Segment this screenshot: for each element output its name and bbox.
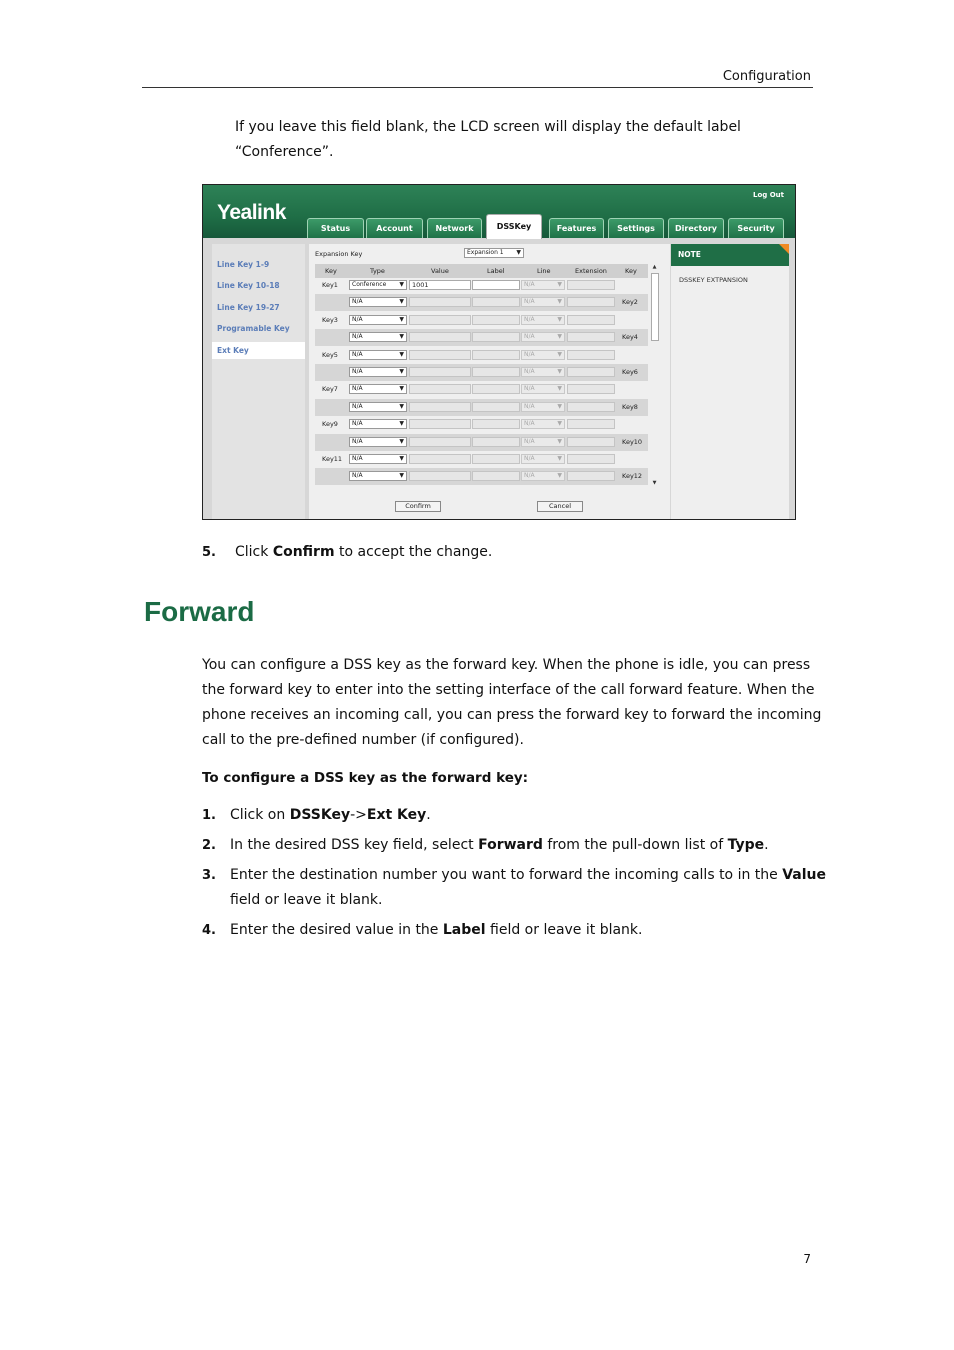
extension-input[interactable] (567, 367, 615, 377)
step-3-continuation: field or leave it blank. (230, 892, 383, 908)
row-key-label: Key3 (322, 316, 338, 324)
note-title: NOTE (671, 244, 789, 266)
nav-line-key-10-18[interactable]: Line Key 10-18 (217, 281, 280, 290)
step-5-pre: Click (235, 544, 273, 560)
logout-link[interactable]: Log Out (753, 191, 784, 199)
note-corner-flag-icon (779, 244, 789, 254)
note-text: DSSKEY EXTPANSION (679, 276, 748, 284)
value-input[interactable] (409, 471, 471, 481)
type-select-value: N/A (352, 316, 363, 323)
chevron-down-icon: ▼ (557, 298, 562, 305)
label-input[interactable] (472, 419, 520, 429)
extension-input[interactable] (567, 332, 615, 342)
table-scrollbar[interactable] (650, 264, 659, 489)
step-4-number: 4. (202, 923, 216, 938)
col-label: Label (487, 267, 505, 275)
chevron-down-icon: ▼ (557, 316, 562, 323)
type-select-value: N/A (352, 403, 363, 410)
type-select[interactable] (349, 315, 407, 325)
step-5-bold: Confirm (272, 544, 335, 560)
line-select-value: N/A (524, 385, 535, 392)
line-select[interactable] (521, 471, 565, 481)
step-2-number: 2. (202, 838, 216, 853)
chevron-down-icon: ▼ (399, 333, 404, 340)
step-bold-term: Ext Key (366, 807, 427, 823)
step-text-run: field or leave it blank. (485, 922, 643, 938)
procedure-title: To configure a DSS key as the forward key: (202, 770, 529, 786)
tab-account[interactable]: Account (366, 218, 423, 238)
yealink-logo: Yealink (217, 201, 286, 224)
step-1-text (230, 803, 431, 828)
header-rule (142, 87, 813, 88)
step-2-text (230, 833, 769, 858)
value-input[interactable] (409, 402, 471, 412)
type-select[interactable] (349, 280, 407, 290)
label-input[interactable] (472, 437, 520, 447)
chevron-down-icon: ▼ (557, 420, 562, 427)
line-select-value: N/A (524, 333, 535, 340)
type-select-value: N/A (352, 298, 363, 305)
step-bold-term: Type (727, 837, 765, 853)
row-key-label: Key7 (322, 385, 338, 393)
tab-dsskey[interactable]: DSSKey (486, 214, 542, 239)
step-bold-term: Value (782, 867, 826, 883)
chevron-down-icon: ▼ (399, 472, 404, 479)
row-key-label-right: Key10 (622, 438, 643, 446)
extension-input[interactable] (567, 471, 615, 481)
line-select[interactable] (521, 315, 565, 325)
label-input[interactable] (472, 471, 520, 481)
chevron-down-icon: ▼ (516, 249, 521, 256)
col-line: Line (537, 267, 551, 275)
step-text-run: -> (350, 807, 367, 823)
type-select[interactable] (349, 419, 407, 429)
step-4-text (230, 918, 643, 943)
step-bold-term: Label (442, 922, 486, 938)
value-input[interactable] (409, 332, 471, 342)
col-type: Type (370, 267, 385, 275)
chevron-down-icon: ▼ (399, 438, 404, 445)
line-select[interactable] (521, 454, 565, 464)
chevron-down-icon: ▼ (557, 403, 562, 410)
body-line-1: You can configure a DSS key as the forward key. When the phone is idle, you can press (202, 657, 811, 673)
type-select[interactable] (349, 367, 407, 377)
tab-settings[interactable]: Settings (608, 218, 664, 238)
web-ui-screenshot (202, 184, 796, 520)
value-input[interactable] (409, 454, 471, 464)
line-select[interactable] (521, 332, 565, 342)
intro-line-2: “Conference”. (235, 144, 334, 160)
chevron-down-icon: ▼ (399, 403, 404, 410)
label-input[interactable] (472, 297, 520, 307)
line-select-value: N/A (524, 472, 535, 479)
type-select[interactable] (349, 297, 407, 307)
nav-line-key-19-27[interactable]: Line Key 19-27 (217, 303, 280, 312)
line-select[interactable] (521, 280, 565, 290)
type-select-value: N/A (352, 455, 363, 462)
step-bold-term: Forward (478, 837, 543, 853)
value-input[interactable]: 1001 (409, 280, 471, 290)
label-input[interactable] (472, 367, 520, 377)
chevron-down-icon: ▼ (557, 281, 562, 288)
chevron-down-icon: ▼ (399, 455, 404, 462)
value-input[interactable] (409, 419, 471, 429)
chevron-down-icon: ▼ (557, 455, 562, 462)
extension-input[interactable] (567, 315, 615, 325)
step-3-text (230, 863, 826, 888)
note-panel (671, 244, 789, 519)
expansion-select-value: Expansion 1 (467, 249, 504, 256)
expansion-select[interactable] (464, 248, 524, 258)
type-select[interactable] (349, 384, 407, 394)
scroll-down-icon[interactable]: ▼ (652, 480, 657, 486)
row-key-label-right: Key4 (622, 333, 638, 341)
col-key: Key (325, 267, 337, 275)
type-select[interactable] (349, 471, 407, 481)
label-input[interactable] (472, 454, 520, 464)
extension-input[interactable] (567, 402, 615, 412)
step-5-number: 5. (202, 545, 216, 560)
row-key-label-right: Key8 (622, 403, 638, 411)
nav-ext-key[interactable]: Ext Key (217, 346, 249, 355)
body-line-2: the forward key to enter into the setting interface of the call forward feature. When the (202, 682, 815, 698)
chevron-down-icon: ▼ (399, 420, 404, 427)
type-select-value: Conference (352, 281, 387, 288)
chevron-down-icon: ▼ (399, 351, 404, 358)
page-number: 7 (803, 1252, 811, 1266)
type-select-value: N/A (352, 472, 363, 479)
intro-line-1: If you leave this field blank, the LCD screen will display the default label (235, 119, 741, 135)
extension-input[interactable] (567, 350, 615, 360)
chevron-down-icon: ▼ (557, 351, 562, 358)
line-select[interactable] (521, 350, 565, 360)
line-select-value: N/A (524, 403, 535, 410)
chevron-down-icon: ▼ (557, 385, 562, 392)
chevron-down-icon: ▼ (399, 385, 404, 392)
chevron-down-icon: ▼ (557, 438, 562, 445)
line-select-value: N/A (524, 351, 535, 358)
running-header: Configuration (722, 69, 811, 84)
nav-line-key-1-9[interactable]: Line Key 1-9 (217, 260, 270, 269)
value-input[interactable] (409, 367, 471, 377)
value-input[interactable] (409, 315, 471, 325)
label-input[interactable] (472, 350, 520, 360)
line-select[interactable] (521, 402, 565, 412)
value-input[interactable] (409, 437, 471, 447)
line-select-value: N/A (524, 368, 535, 375)
step-5-post: to accept the change. (334, 544, 493, 560)
extension-input[interactable] (567, 437, 615, 447)
line-select-value: N/A (524, 316, 535, 323)
label-input[interactable] (472, 280, 520, 290)
line-select-value: N/A (524, 420, 535, 427)
label-input[interactable] (472, 384, 520, 394)
step-1-number: 1. (202, 808, 216, 823)
confirm-button[interactable]: Confirm (395, 501, 441, 512)
extension-input[interactable] (567, 454, 615, 464)
type-select[interactable] (349, 350, 407, 360)
value-input[interactable] (409, 297, 471, 307)
line-select[interactable] (521, 297, 565, 307)
col-key-right: Key (625, 267, 637, 275)
chevron-down-icon: ▼ (399, 316, 404, 323)
tab-status[interactable]: Status (307, 218, 364, 238)
type-select-value: N/A (352, 351, 363, 358)
label-input[interactable] (472, 332, 520, 342)
body-line-3: phone receives an incoming call, you can press the forward key to forward the incoming (202, 707, 822, 723)
type-select-value: N/A (352, 420, 363, 427)
col-value: Value (431, 267, 449, 275)
step-3-number: 3. (202, 868, 216, 883)
scroll-up-icon[interactable]: ▲ (652, 264, 657, 270)
value-input[interactable] (409, 384, 471, 394)
row-key-label: Key11 (322, 455, 343, 463)
chevron-down-icon: ▼ (557, 368, 562, 375)
chevron-down-icon: ▼ (399, 298, 404, 305)
cancel-button[interactable]: Cancel (537, 501, 583, 512)
step-text-run: Click on (230, 807, 290, 823)
line-select-value: N/A (524, 281, 535, 288)
chevron-down-icon: ▼ (399, 281, 404, 288)
value-input[interactable] (409, 350, 471, 360)
row-key-label: Key9 (322, 420, 338, 428)
tab-network[interactable]: Network (427, 218, 482, 238)
line-select[interactable] (521, 419, 565, 429)
label-input[interactable] (472, 315, 520, 325)
type-select[interactable] (349, 332, 407, 342)
row-key-label: Key5 (322, 351, 338, 359)
line-select[interactable] (521, 437, 565, 447)
type-select-value: N/A (352, 368, 363, 375)
step-text-run: Enter the desired value in the (230, 922, 443, 938)
tab-features[interactable]: Features (549, 218, 604, 238)
extension-input[interactable] (567, 419, 615, 429)
chevron-down-icon: ▼ (557, 333, 562, 340)
line-select[interactable] (521, 384, 565, 394)
type-select[interactable] (349, 437, 407, 447)
step-text-run: . (764, 837, 769, 853)
row-key-label-right: Key6 (622, 368, 638, 376)
extension-input[interactable] (567, 280, 615, 290)
line-select-value: N/A (524, 455, 535, 462)
line-select-value: N/A (524, 438, 535, 445)
expansion-key-label: Expansion Key (315, 250, 363, 258)
extension-input[interactable] (567, 384, 615, 394)
step-text-run: Enter the destination number you want to forward the incoming calls to in the (230, 867, 783, 883)
step-bold-term: DSSKey (289, 807, 351, 823)
col-extension: Extension (575, 267, 607, 275)
row-key-label: Key1 (322, 281, 338, 289)
label-input[interactable] (472, 402, 520, 412)
type-select[interactable] (349, 402, 407, 412)
line-select[interactable] (521, 367, 565, 377)
scroll-thumb[interactable] (651, 273, 659, 341)
tab-directory[interactable]: Directory (668, 218, 724, 238)
step-5-text (235, 540, 492, 565)
type-select[interactable] (349, 454, 407, 464)
row-key-label-right: Key12 (622, 472, 643, 480)
tab-security[interactable]: Security (728, 218, 784, 238)
type-select-value: N/A (352, 438, 363, 445)
chevron-down-icon: ▼ (557, 472, 562, 479)
chevron-down-icon: ▼ (399, 368, 404, 375)
type-select-value: N/A (352, 333, 363, 340)
nav-programable-key[interactable]: Programable Key (217, 324, 290, 333)
step-text-run: In the desired DSS key field, select (230, 837, 479, 853)
row-key-label-right: Key2 (622, 298, 638, 306)
extension-input[interactable] (567, 297, 615, 307)
step-text-run: from the pull-down list of (542, 837, 728, 853)
type-select-value: N/A (352, 385, 363, 392)
body-line-4: call to the pre-defined number (if configured). (202, 732, 524, 748)
line-select-value: N/A (524, 298, 535, 305)
step-text-run: . (426, 807, 431, 823)
section-heading: Forward (144, 596, 255, 627)
